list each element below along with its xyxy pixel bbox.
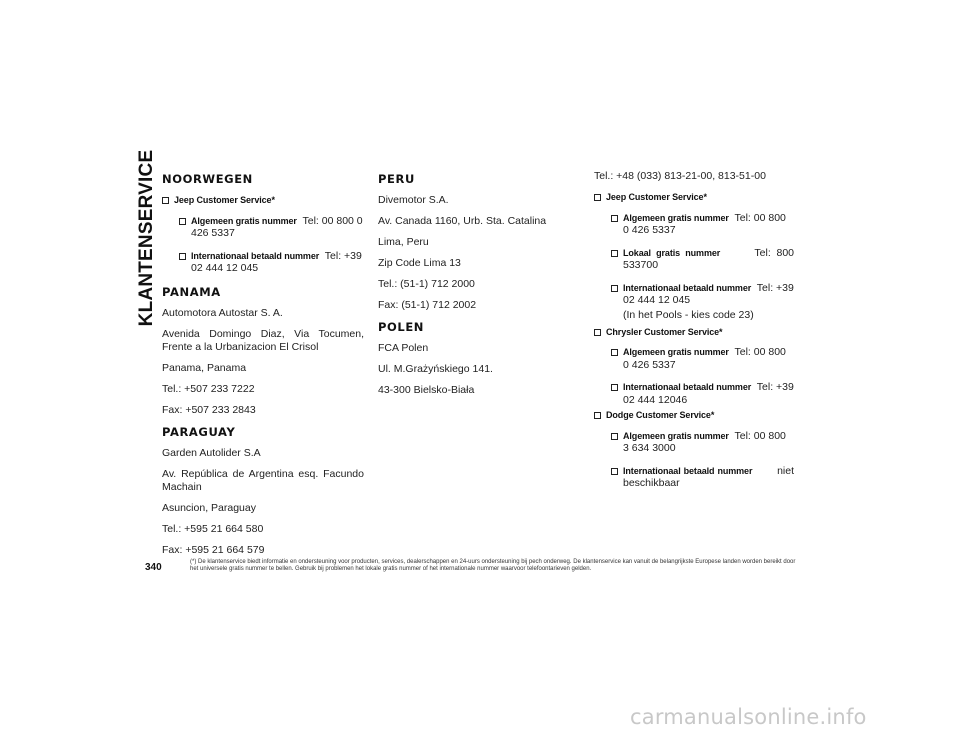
panama-fax: Fax: +507 233 2843 [162,403,256,416]
polen-jeep-free-label: Algemeen gratis nummer [623,212,729,223]
polen-jeep-intl-item [594,282,794,307]
side-section-title-text: KLANTENSERVICE [136,149,157,326]
heading-noorwegen: NOORWEGEN [162,172,253,186]
side-section-title [132,149,162,326]
square-bullet-icon [594,194,601,201]
polen-dodge-intl-label: Internationaal betaald nummer [623,465,753,476]
square-bullet-icon [594,329,601,336]
square-bullet-icon [594,412,601,419]
polen-city: 43-300 Bielsko-Biała [378,384,475,396]
panama-tel: Tel.: +507 233 7222 [162,382,255,395]
polen-jeep-intl-value: Tel: +39 02 444 12 045 [623,281,794,306]
polen-jeep-intl-note: (In het Pools - kies code 23) [623,308,754,321]
polen-dodge-free-label: Algemeen gratis nummer [623,430,729,441]
paraguay-company: Garden Autolider S.A [162,446,261,459]
paraguay-address: Av. República de Argentina esq. Facundo Machain [162,467,364,493]
polen-jeep-item [594,191,794,204]
noorwegen-intl-label: Internationaal betaald nummer [191,250,320,261]
polen-jeep-local-item [594,247,794,272]
heading-polen: POLEN [378,320,425,334]
polen-jeep-local-label: Lokaal gratis nummer [623,247,721,258]
polen-chrysler-free-label: Algemeen gratis nummer [623,347,729,357]
peru-zip: Zip Code Lima 13 [378,257,461,269]
heading-paraguay: PARAGUAY [162,424,236,439]
page-number: 340 [145,562,162,573]
polen-dodge-item [594,409,794,422]
heading-panama: PANAMA [162,284,221,299]
panama-company: Automotora Autostar S. A. [162,306,283,319]
noorwegen-free-label: Algemeen gratis nummer [191,215,297,226]
heading-peru: PERU [378,172,415,186]
panama-address: Avenida Domingo Diaz, Via Tocumen, Frente a la Urbanizacion El Crisol [162,327,364,353]
noorwegen-intl-value: Tel: +39 02 444 12 045 [191,249,362,274]
polen-jeep-free-value: Tel: 00 800 0 426 5337 [623,211,786,236]
polen-chrysler-free-value: Tel: 00 800 0 426 5337 [623,346,786,371]
polen-dodge-intl-value: niet beschikbaar [623,464,794,489]
square-bullet-icon [162,197,169,204]
polen-jeep-label: Jeep Customer Service* [606,192,707,202]
polen-company: FCA Polen [378,342,429,354]
polen-dodge-free-value: Tel: 00 800 3 634 3000 [623,429,786,454]
polen-chrysler-intl-label: Internationaal betaald nummer [623,382,752,392]
polen-street: Ul. M.Grażyńskiego 141. [378,363,493,375]
peru-company: Divemotor S.A. [378,194,449,206]
polen-chrysler-free-item [594,346,794,371]
column-middle [378,170,576,405]
noorwegen-intl-item [162,250,364,275]
polen-chrysler-item [594,326,794,339]
footnote: (*) De klantenservice biedt informatie en ondersteuning voor producten, services, dealerschappen en 24-uurs ondersteuning bij pech onderweg. De klantenservice kan vanuit de belangrijkste Europese landen worden bereikt door het universele gratis nummer te bellen. Gebruik bij problemen het lokale gratis nummer of het internationale nummer waarvoor telefoontarieven gelden. [190,559,796,572]
peru-address: Av. Canada 1160, Urb. Sta. Catalina [378,215,547,227]
column-right [594,170,794,500]
polen-dodge-label: Dodge Customer Service* [606,410,715,420]
polen-dodge-free-item [594,430,794,455]
square-bullet-icon [611,349,618,356]
noorwegen-free-item [162,215,364,240]
paraguay-city: Asuncion, Paraguay [162,501,256,514]
polen-chrysler-intl-item [594,381,794,406]
square-bullet-icon [611,384,618,391]
panama-city: Panama, Panama [162,361,247,374]
column-left [162,170,364,565]
noorwegen-jeep-item [162,194,364,207]
peru-tel: Tel.: (51-1) 712 2000 [378,278,475,290]
square-bullet-icon [611,433,618,440]
square-bullet-icon [611,215,618,222]
square-bullet-icon [611,250,618,257]
polen-tel: Tel.: +48 (033) 813-21-00, 813-51-00 [594,170,766,182]
noorwegen-free-value: Tel: 00 800 0 426 5337 [191,214,363,239]
paraguay-fax: Fax: +595 21 664 579 [162,543,265,556]
noorwegen-jeep-label: Jeep Customer Service* [174,195,275,205]
polen-chrysler-label: Chrysler Customer Service* [606,326,723,337]
polen-jeep-local-value: Tel: 800 533700 [623,246,794,271]
polen-chrysler-intl-value: Tel: +39 02 444 12046 [623,381,794,406]
square-bullet-icon [179,253,186,260]
polen-jeep-free-item [594,212,794,237]
peru-city: Lima, Peru [378,236,429,248]
square-bullet-icon [611,285,618,292]
square-bullet-icon [179,218,186,225]
paraguay-tel: Tel.: +595 21 664 580 [162,522,264,535]
polen-jeep-intl-label: Internationaal betaald nummer [623,282,752,293]
watermark: carmanualsonline.info [630,705,867,729]
peru-fax: Fax: (51-1) 712 2002 [378,299,477,311]
square-bullet-icon [611,468,618,475]
polen-dodge-intl-item [594,465,794,490]
